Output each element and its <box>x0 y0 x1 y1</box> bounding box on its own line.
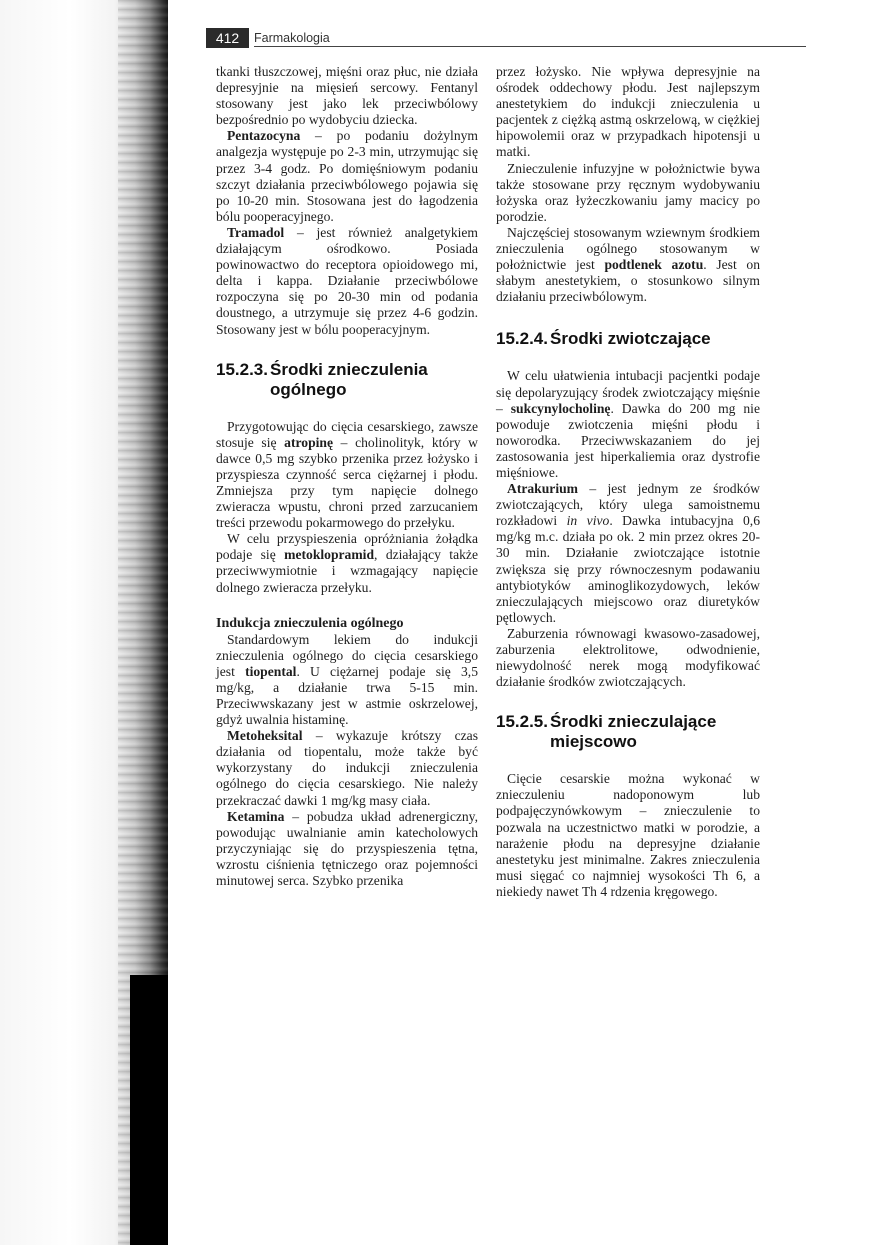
paragraph: Standardowym lekiem do indukcji znieczulenia ogólnego do cięcia cesarskiego jest tiopental. U ciężarnej podaje się 3,5 mg/kg, a działanie trwa 5-15 min. Przeciwwskazany jest w astmie oskrzelowej, gdyż uwalnia histaminę. <box>216 631 478 728</box>
paragraph: Znieczulenie infuzyjne w położnictwie bywa także stosowane przy ręcznym wydobywaniu łożyska oraz łyżeczkowaniu jamy macicy po porodzie. <box>496 160 760 224</box>
drug-term: sukcynylocholinę <box>510 400 611 416</box>
paragraph: Pentazocyna – po podaniu dożylnym analgezja występuje po 2-3 min, utrzymując się przez 3-4 godz. Po domięśniowym podaniu szczyt działania przeciwbólowego pojawia się po 10-20 min. Stosowana jest do łagodzenia bólu pooperacyjnego. <box>216 128 478 224</box>
left-column <box>216 64 478 889</box>
subheading: Indukcja znieczulenia ogólnego <box>216 615 404 631</box>
drug-term: metoklopramid <box>284 547 375 563</box>
paragraph: Metoheksital – wykazuje krótszy czas działania od tiopentalu, może także być wykorzystany do indukcji znieczulenia ogólnego do cięcia cesarskiego. Nie należy przekraczać dawki 1 mg/kg masy ciała. <box>216 728 478 808</box>
drug-term: Atrakurium <box>507 481 578 497</box>
drug-term: atropinę <box>284 434 333 450</box>
section-heading <box>496 329 760 349</box>
section-title: Środki znieczulenia <box>270 359 428 379</box>
page-header <box>206 26 806 48</box>
drug-term: Metoheksital <box>227 728 303 744</box>
section-heading <box>216 360 478 400</box>
running-title: Farmakologia <box>254 31 330 45</box>
header-rule <box>254 46 806 47</box>
drug-term: Ketamina <box>227 808 285 824</box>
drug-term: tiopental <box>245 663 297 679</box>
section-number: 15.2.4. <box>496 329 548 349</box>
right-column <box>496 64 760 900</box>
paragraph: przez łożysko. Nie wpływa depresyjnie na ośrodek oddechowy płodu. Jest najlepszym anestetykiem do indukcji znieczulenia u pacjentek z ciężką astmą oskrzelową, w ciężkiej hipowolemii oraz w przypadkach hipotensji u matki. <box>496 64 760 160</box>
section-title-line2: miejscowo <box>550 732 637 752</box>
latin-term: in vivo <box>566 513 610 529</box>
paragraph: Tramadol – jest również analgetykiem działającym ośrodkowo. Posiada powinowactwo do receptora opioidowego mi, delta i kappa. Działanie przeciwbólowe rozpoczyna się po 20-30 min od podania doustnego, a utrzymuje się przez 4-6 godzin. Stosowany jest w bólu pooperacyjnym. <box>216 224 478 337</box>
section-heading <box>496 712 760 752</box>
paragraph: Najczęściej stosowanym wziewnym środkiem znieczulenia ogólnego stosowanym w położnictwie jest podtlenek azotu. Jest on słabym anestetykiem, o stosunkowo silnym działaniu przeciwbólowym. <box>496 224 761 305</box>
section-title: Środki znieczulające <box>550 712 717 732</box>
paragraph: Przygotowując do cięcia cesarskiego, zawsze stosuje się atropinę – cholinolityk, który w dawce 0,5 mg szybko przenika przez łożysko i przyspiesza czynność serca ciężarnej i płodu. Zmniejsza przy tym napięcie dolnego zwieracza wpustu, chroni przed zarzucaniem treści przewodu pokarmowego do przełyku. <box>216 418 478 531</box>
paragraph: Cięcie cesarskie można wykonać w znieczuleniu nadoponowym lub podpajęczynówkowym – znieczulenie to pozwala na uczestnictwo matki w porodzie, a narażenie płodu na depresyjne działanie anestetyku jest minimalne. Zakres znieczulenia musi sięgać co najmniej wysokości Th 6, a niekiedy nawet Th 4 rdzenia kręgowego. <box>496 771 760 899</box>
section-number: 15.2.3. <box>216 359 268 379</box>
paragraph: Zaburzenia równowagi kwasowo-zasadowej, zaburzenia elektrolitowe, odwodnienie, niewydolność nerek mogą modyfikować działanie środków zwiotczających. <box>496 625 760 690</box>
paragraph: W celu ułatwienia intubacji pacjentki podaje się depolaryzujący środek zwiotczający mięśnie – sukcynylocholinę. Dawka do 200 mg nie powoduje zwiotczenia mięśni płodu i noworodka. Przeciwwskazaniem do jej zastosowania jest hiperkaliemia oraz dystrofie mięśniowe. <box>496 368 760 480</box>
drug-term: Tramadol <box>227 224 285 240</box>
section-title-line2: ogólnego <box>270 379 347 399</box>
drug-term: podtlenek azotu <box>604 257 704 273</box>
paragraph: Atrakurium – jest jednym ze środków zwiotczających, który ulega samoistnemu rozkładowi in vivo. Dawka intubacyjna 0,6 mg/kg m.c. działa po ok. 2 min przez okres 20-30 min. Działanie zwiotczające istotnie zwiększa się przy równoczesnym podawaniu antybiotyków aminoglikozydowych, leków znieczulających miejscowo oraz diuretyków pętlowych. <box>496 481 760 625</box>
section-title: Środki zwiotczające <box>550 329 711 349</box>
page-number: 412 <box>206 28 249 48</box>
section-number: 15.2.5. <box>496 712 548 732</box>
paragraph: tkanki tłuszczowej, mięśni oraz płuc, nie działa depresyjnie na mięsień sercowy. Fentanyl stosowany jest jako lek przeciwbólowy bezpośrednio po wydobyciu dziecka. <box>216 64 478 128</box>
paragraph: Ketamina – pobudza układ adrenergiczny, powodując uwalnianie amin katecholowych przyczyniając się do przyspieszenia tętna, wzrostu ciśnienia tętniczego oraz pojemności minutowej serca. Szybko przenika <box>216 808 478 889</box>
book-page <box>168 0 876 1245</box>
paragraph: W celu przyspieszenia opróżniania żołądka podaje się metoklopramid, działający także przeciwwymiotnie i wzmagający napięcie dolnego zwieracza przełyku. <box>216 531 478 595</box>
drug-term: Pentazocyna <box>227 128 301 144</box>
